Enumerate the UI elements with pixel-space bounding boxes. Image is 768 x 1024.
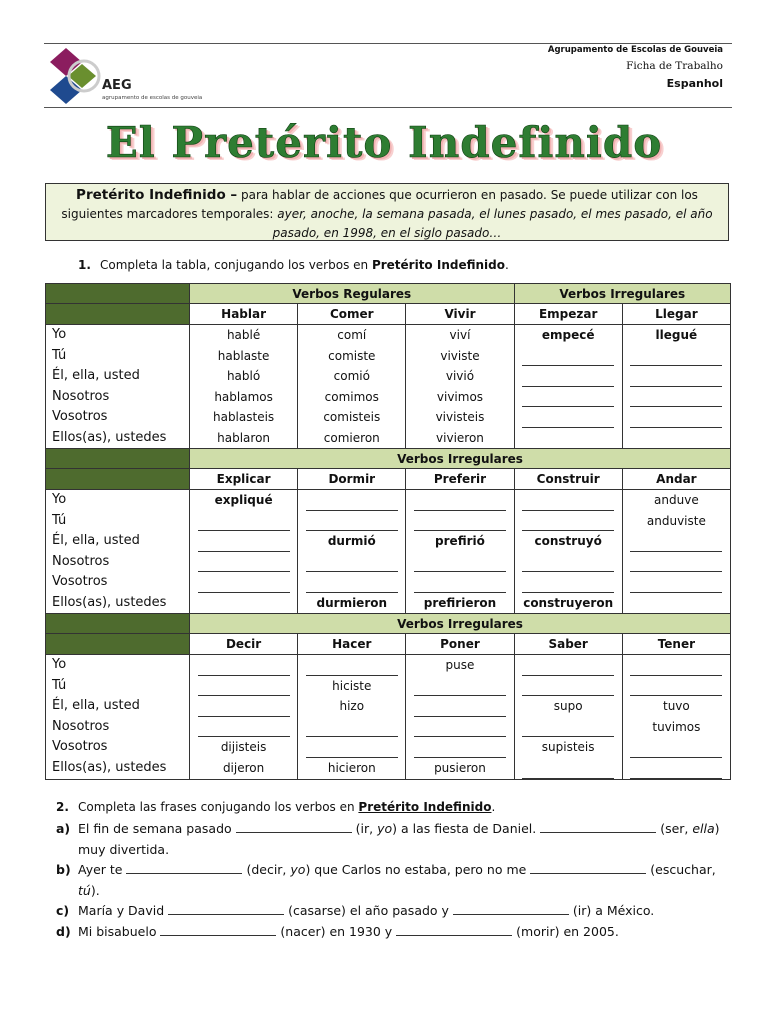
pronoun-label: Ellos(as), ustedes xyxy=(52,429,167,445)
sheet-type: Ficha de Trabalho xyxy=(626,60,723,72)
school-logo xyxy=(44,46,203,106)
pronoun-label: Tú xyxy=(52,512,67,528)
answer-blank[interactable] xyxy=(623,737,730,758)
conjugated-form: vivimos xyxy=(436,389,484,404)
conjugated-form: tuvo xyxy=(662,699,690,714)
table-corner xyxy=(46,469,190,490)
answer-blank[interactable] xyxy=(515,758,622,779)
blank-line xyxy=(522,764,614,779)
blank-line xyxy=(198,557,290,572)
exercise-2-instruction: 2. Completa las frases conjugando los verbos en Pretérito Indefinido. xyxy=(56,800,496,814)
verb-column xyxy=(622,490,730,615)
conjugated-form: hicieron xyxy=(327,760,376,775)
conjugated-form: anduve xyxy=(654,493,699,507)
blank-line xyxy=(630,743,722,758)
answer-blank[interactable] xyxy=(190,552,297,573)
verb-header: Llegar xyxy=(622,304,730,325)
answer-blank[interactable] xyxy=(190,572,297,593)
pronoun-column xyxy=(46,325,190,450)
pronoun-label: Tú xyxy=(52,347,67,363)
blank-line xyxy=(630,372,722,387)
verb-column xyxy=(406,655,514,780)
answer-blank[interactable] xyxy=(515,387,622,408)
verb-header: Dormir xyxy=(298,469,406,490)
conjugated-form: empecé xyxy=(541,328,595,342)
verb-column xyxy=(298,490,406,615)
answer-blank[interactable] xyxy=(298,511,405,532)
conjugated-form: comió xyxy=(333,369,370,384)
answer-blank[interactable] xyxy=(298,737,405,758)
conjugated-form: dijeron xyxy=(222,760,265,775)
group-header-irregular: Verbos Irregulares xyxy=(190,614,731,634)
conjugated-form: dijisteis xyxy=(220,740,267,755)
blank-line xyxy=(630,764,722,779)
pronoun-label: Vosotros xyxy=(52,409,108,425)
group-header-regular: Verbos Regulares xyxy=(190,284,515,304)
answer-blank[interactable] xyxy=(540,819,656,833)
answer-blank[interactable] xyxy=(623,407,730,428)
blank-line xyxy=(522,434,614,449)
conjugated-form: hizo xyxy=(339,699,365,714)
verb-column xyxy=(514,325,622,450)
blank-line xyxy=(522,661,614,676)
conjugation-table-3 xyxy=(45,613,731,780)
conjugated-form: vivisteis xyxy=(435,410,485,425)
conjugated-form: comimos xyxy=(324,389,379,404)
answer-blank[interactable] xyxy=(298,490,405,511)
blank-line xyxy=(630,599,722,614)
answer-blank[interactable] xyxy=(515,676,622,697)
school-name: Agrupamento de Escolas de Gouveia xyxy=(547,45,723,55)
blank-line xyxy=(306,496,398,511)
conjugated-form: tuvimos xyxy=(652,719,701,734)
blank-line xyxy=(306,516,398,531)
conjugated-form: viviste xyxy=(440,348,480,363)
verb-header: Hacer xyxy=(298,634,406,655)
blank-line xyxy=(630,351,722,366)
pronoun-label: Yo xyxy=(52,327,67,342)
pronoun-label: Tú xyxy=(52,677,67,693)
conjugated-form: hiciste xyxy=(332,678,372,693)
conjugated-form: prefirió xyxy=(435,534,485,549)
answer-blank[interactable] xyxy=(190,676,297,697)
conjugated-form: hablamos xyxy=(214,389,273,404)
conjugated-form: llegué xyxy=(655,328,698,342)
answer-blank[interactable] xyxy=(126,860,242,874)
verb-header: Hablar xyxy=(190,304,298,325)
verb-column xyxy=(190,655,298,780)
sentence-b: b) Ayer te (decir, yo) que Carlos no estaba, pero no me (escuchar, tú). xyxy=(56,862,716,898)
blank-line xyxy=(198,599,290,614)
pronoun-label: Vosotros xyxy=(52,574,108,590)
blank-line xyxy=(522,372,614,387)
answer-blank[interactable] xyxy=(515,490,622,511)
table-corner xyxy=(46,634,190,655)
blank-line xyxy=(306,722,398,737)
answer-blank[interactable] xyxy=(515,346,622,367)
conjugation-table-1 xyxy=(45,283,731,450)
answer-blank[interactable] xyxy=(160,922,276,936)
verb-column xyxy=(622,655,730,780)
verb-column xyxy=(514,490,622,615)
conjugation-table-2 xyxy=(45,448,731,615)
blank-line xyxy=(414,722,506,737)
logo-text: AEG xyxy=(102,78,132,93)
pronoun-label: Nosotros xyxy=(52,388,110,404)
conjugated-form: hablé xyxy=(226,328,261,342)
pronoun-label: Nosotros xyxy=(52,553,110,569)
intro-lead: Pretérito Indefinido – xyxy=(76,187,238,203)
conjugated-form: prefirieron xyxy=(423,595,497,610)
verb-column xyxy=(406,490,514,615)
conjugated-form: hablaste xyxy=(217,348,270,363)
answer-blank[interactable] xyxy=(406,676,513,697)
blank-line xyxy=(630,434,722,449)
logo-subtext: agrupamento de escolas de gouveia xyxy=(102,95,203,101)
blank-line xyxy=(414,496,506,511)
blank-line xyxy=(414,516,506,531)
verb-header: Andar xyxy=(622,469,730,490)
answer-blank[interactable] xyxy=(623,428,730,449)
pronoun-label: Ellos(as), ustedes xyxy=(52,759,167,775)
verb-header: Construir xyxy=(514,469,622,490)
intro-text: para hablar de acciones que ocurrieron en pasado. Se puede utilizar con los siguientes marcadores temporales: xyxy=(61,188,698,221)
blank-line xyxy=(522,722,614,737)
conjugated-form: anduviste xyxy=(646,513,706,528)
answer-blank[interactable] xyxy=(623,593,730,614)
page-title: El Pretérito Indefinido xyxy=(105,118,663,167)
blank-line xyxy=(522,351,614,366)
answer-blank[interactable] xyxy=(623,531,730,552)
subject-name: Espanhol xyxy=(666,77,723,90)
conjugated-form: vivieron xyxy=(436,430,484,445)
blank-line xyxy=(522,681,614,696)
answer-blank[interactable] xyxy=(168,901,284,915)
blank-line xyxy=(630,578,722,593)
table-corner xyxy=(46,449,190,469)
conjugated-form: expliqué xyxy=(214,493,273,507)
answer-blank[interactable] xyxy=(190,696,297,717)
answer-blank[interactable] xyxy=(515,428,622,449)
blank-line xyxy=(522,516,614,531)
blank-line xyxy=(522,557,614,572)
pronoun-column xyxy=(46,490,190,615)
table-corner xyxy=(46,284,190,304)
conjugated-form: supisteis xyxy=(541,740,595,755)
answer-blank[interactable] xyxy=(623,655,730,676)
header-rule-bottom xyxy=(44,107,732,108)
answer-blank[interactable] xyxy=(236,819,352,833)
table-corner xyxy=(46,614,190,634)
blank-line xyxy=(630,681,722,696)
answer-blank[interactable] xyxy=(190,593,297,614)
blank-line xyxy=(630,661,722,676)
conjugated-form: pusieron xyxy=(434,760,486,775)
blank-line xyxy=(198,661,290,676)
blank-line xyxy=(198,681,290,696)
answer-blank[interactable] xyxy=(515,717,622,738)
answer-blank[interactable] xyxy=(623,366,730,387)
answer-blank[interactable] xyxy=(406,572,513,593)
blank-line xyxy=(630,537,722,552)
answer-blank[interactable] xyxy=(298,717,405,738)
blank-line xyxy=(414,557,506,572)
answer-blank[interactable] xyxy=(623,346,730,367)
answer-blank[interactable] xyxy=(623,552,730,573)
blank-line xyxy=(198,702,290,717)
answer-blank[interactable] xyxy=(190,655,297,676)
answer-blank[interactable] xyxy=(396,922,512,936)
verb-header: Poner xyxy=(406,634,514,655)
pronoun-label: Vosotros xyxy=(52,739,108,755)
sentence-c: c) María y David (casarse) el año pasado y (ir) a México. xyxy=(56,903,655,918)
answer-blank[interactable] xyxy=(298,655,405,676)
verb-header: Comer xyxy=(298,304,406,325)
answer-blank[interactable] xyxy=(515,552,622,573)
header-rule-top xyxy=(44,43,732,44)
answer-blank[interactable] xyxy=(453,901,569,915)
answer-blank[interactable] xyxy=(298,552,405,573)
verb-header: Explicar xyxy=(190,469,298,490)
group-header-irregular: Verbos Irregulares xyxy=(514,284,730,304)
verb-column xyxy=(190,490,298,615)
blank-line xyxy=(306,557,398,572)
blank-line xyxy=(306,743,398,758)
answer-blank[interactable] xyxy=(406,552,513,573)
conjugated-form: comisteis xyxy=(323,410,381,425)
blank-line xyxy=(522,496,614,511)
conjugated-form: construyeron xyxy=(523,595,614,610)
verb-header: Preferir xyxy=(406,469,514,490)
blank-line xyxy=(414,702,506,717)
conjugated-form: habló xyxy=(226,369,261,384)
pronoun-label: Yo xyxy=(52,492,67,507)
blank-line xyxy=(630,557,722,572)
blank-line xyxy=(522,578,614,593)
answer-blank[interactable] xyxy=(623,758,730,779)
conjugated-form: hablaron xyxy=(217,430,271,445)
answer-blank[interactable] xyxy=(623,572,730,593)
intro-box xyxy=(45,183,729,241)
pronoun-label: Él, ella, usted xyxy=(52,698,140,714)
group-header-irregular: Verbos Irregulares xyxy=(190,449,731,469)
intro-markers: ayer, anoche, la semana pasada, el lunes pasado, el mes pasado, el año pasado, en 1998, en el siglo pasado… xyxy=(272,207,713,240)
sentence-d: d) Mi bisabuelo (nacer) en 1930 y (morir) en 2005. xyxy=(56,924,619,939)
blank-line xyxy=(630,392,722,407)
answer-blank[interactable] xyxy=(190,511,297,532)
conjugated-form: comí xyxy=(337,328,367,342)
answer-blank[interactable] xyxy=(515,572,622,593)
conjugated-form: comiste xyxy=(328,348,376,363)
verb-column xyxy=(514,655,622,780)
blank-line xyxy=(630,413,722,428)
answer-blank[interactable] xyxy=(515,366,622,387)
verb-column xyxy=(190,325,298,450)
conjugated-form: puse xyxy=(445,658,475,672)
answer-blank[interactable] xyxy=(406,717,513,738)
blank-line xyxy=(306,661,398,676)
verb-header: Decir xyxy=(190,634,298,655)
blank-line xyxy=(522,413,614,428)
pronoun-label: Él, ella, usted xyxy=(52,533,140,549)
blank-line xyxy=(198,537,290,552)
conjugated-form: supo xyxy=(553,699,583,714)
conjugated-form: hablasteis xyxy=(212,410,275,425)
verb-header: Tener xyxy=(622,634,730,655)
answer-blank[interactable] xyxy=(190,717,297,738)
verb-column xyxy=(298,325,406,450)
answer-blank[interactable] xyxy=(623,676,730,697)
blank-line xyxy=(414,743,506,758)
sentence-a: a) El fin de semana pasado (ir, yo) a las fiesta de Daniel. (ser, ella) muy divertida. xyxy=(56,821,720,857)
verb-header: Saber xyxy=(514,634,622,655)
blank-line xyxy=(522,392,614,407)
pronoun-label: Yo xyxy=(52,657,67,672)
blank-line xyxy=(414,681,506,696)
answer-blank[interactable] xyxy=(515,655,622,676)
conjugated-form: viví xyxy=(449,328,471,342)
table-corner xyxy=(46,304,190,325)
answer-blank[interactable] xyxy=(515,511,622,532)
pronoun-label: Nosotros xyxy=(52,718,110,734)
answer-blank[interactable] xyxy=(406,511,513,532)
verb-column xyxy=(622,325,730,450)
conjugated-form: durmió xyxy=(327,534,376,549)
blank-line xyxy=(306,578,398,593)
answer-blank[interactable] xyxy=(515,407,622,428)
pronoun-column xyxy=(46,655,190,780)
conjugated-form: construyó xyxy=(534,534,602,549)
answer-blank[interactable] xyxy=(530,860,646,874)
answer-blank[interactable] xyxy=(406,490,513,511)
blank-line xyxy=(198,578,290,593)
conjugated-form: durmieron xyxy=(316,595,388,610)
blank-line xyxy=(198,516,290,531)
verb-header: Empezar xyxy=(514,304,622,325)
conjugated-form: vivió xyxy=(445,369,475,384)
pronoun-label: Él, ella, usted xyxy=(52,368,140,384)
answer-blank[interactable] xyxy=(298,572,405,593)
conjugated-form: comieron xyxy=(323,430,380,445)
answer-blank[interactable] xyxy=(190,531,297,552)
answer-blank[interactable] xyxy=(623,387,730,408)
pronoun-label: Ellos(as), ustedes xyxy=(52,594,167,610)
verb-column xyxy=(406,325,514,450)
verb-header: Vivir xyxy=(406,304,514,325)
blank-line xyxy=(414,578,506,593)
answer-blank[interactable] xyxy=(406,737,513,758)
exercise-1-instruction: 1. Completa la tabla, conjugando los verbos en Pretérito Indefinido. xyxy=(78,258,509,272)
blank-line xyxy=(198,722,290,737)
answer-blank[interactable] xyxy=(406,696,513,717)
verb-column xyxy=(298,655,406,780)
